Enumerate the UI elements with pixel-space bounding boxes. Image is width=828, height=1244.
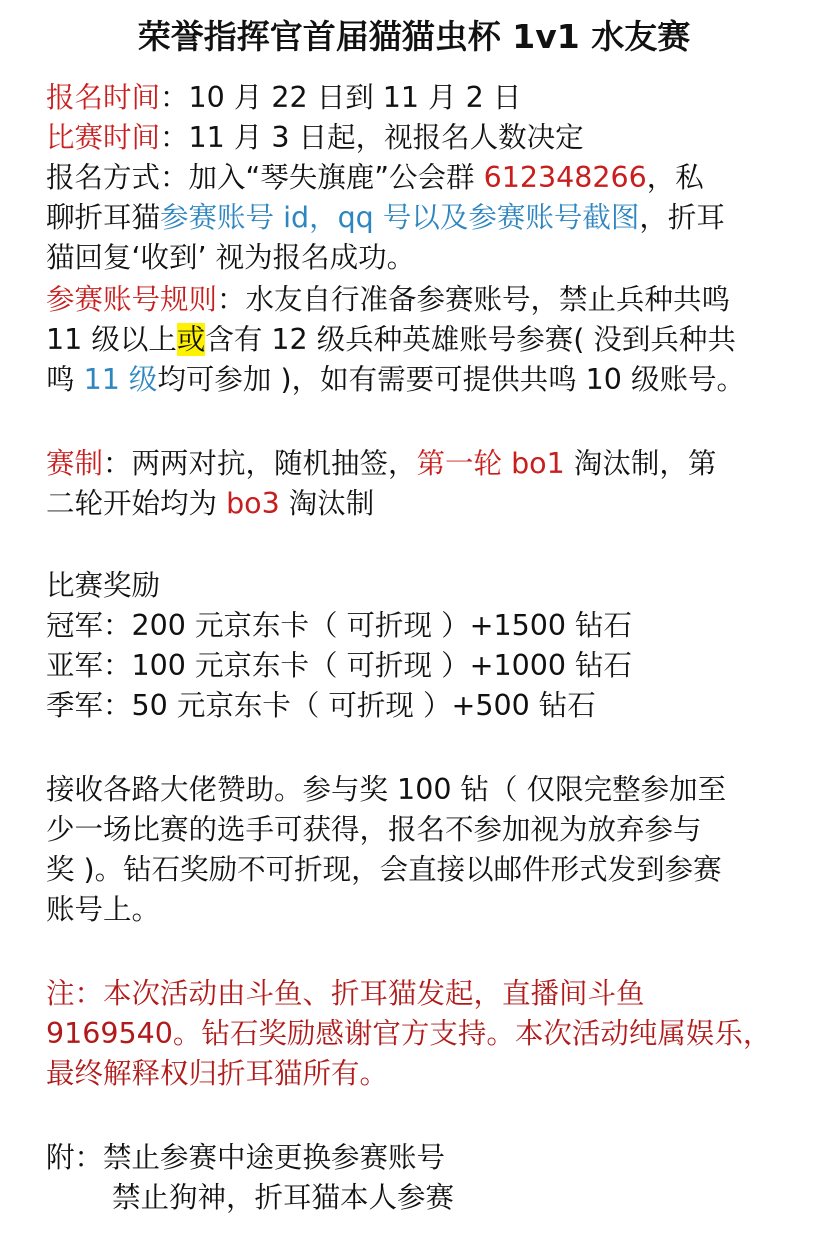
group-number: 612348266 <box>483 161 647 194</box>
sponsor-line-3: 奖 )。钻石奖励不可折现，会直接以邮件形式发到参赛 <box>46 853 722 886</box>
note-line-2: 9169540。钻石奖励感谢官方支持。本次活动纯属娱乐， <box>46 1017 772 1050</box>
highlighted-word: 或 <box>176 323 206 356</box>
format-text-c: 二轮开始均为 <box>46 487 227 520</box>
format-line-1 <box>46 444 716 484</box>
register-time-sep: ： <box>160 81 189 114</box>
sponsor-line-2: 少一场比赛的选手可获得，报名不参加视为放弃参与 <box>46 813 702 846</box>
register-method-text-c: 聊折耳猫 <box>46 201 161 234</box>
note-line-3: 最终解释权归折耳猫所有。 <box>46 1057 389 1090</box>
appendix-line-2: 禁止狗神，折耳猫本人参赛 <box>112 1181 455 1214</box>
required-info: 参赛账号 id，qq 号以及参赛账号截图 <box>160 201 640 234</box>
page-title: 荣誉指挥官首届猫猫虫杯 1v1 水友赛 <box>137 17 691 56</box>
register-time-line <box>46 78 521 118</box>
register-time-value: 10 月 22 日到 11 月 2 日 <box>188 81 522 114</box>
register-method-text-d: ，折耳 <box>639 201 725 234</box>
prize-runner-up: 亚军：100 元京东卡（ 可折现 ）+1000 钻石 <box>46 649 633 682</box>
account-rules-line-1 <box>46 280 730 320</box>
format-text-b: 淘汰制，第 <box>564 447 717 480</box>
match-time-value: 11 月 3 日起，视报名人数决定 <box>188 121 584 154</box>
prizes-heading: 比赛奖励 <box>46 569 161 602</box>
note-line-1: 注：本次活动由斗鱼、折耳猫发起，直播间斗鱼 <box>46 977 645 1010</box>
register-method-text-b: ，私 <box>646 161 704 194</box>
prize-champion: 冠军：200 元京东卡（ 可折现 ）+1500 钻石 <box>46 609 633 642</box>
round-one-format: 第一轮 bo1 <box>416 447 565 480</box>
register-method-line-1 <box>46 158 704 198</box>
prize-third-place: 季军：50 元京东卡（ 可折现 ）+500 钻石 <box>46 689 596 722</box>
account-rules-text-c: 含有 12 级兵种英雄账号参赛( 没到兵种共 <box>205 323 736 356</box>
match-time-label: 比赛时间 <box>46 121 161 154</box>
account-rules-label: 参赛账号规则 <box>46 283 218 316</box>
register-method-text-a: 报名方式：加入“琴失旗鹿”公会群 <box>46 161 484 194</box>
account-rules-text-b: 11 级以上 <box>46 323 177 356</box>
register-time-label: 报名时间 <box>46 81 161 114</box>
match-time-line <box>46 118 584 158</box>
format-text-a: ：两两对抗，随机抽签， <box>103 447 417 480</box>
format-text-d: 淘汰制 <box>279 487 375 520</box>
appendix-line-1: 附：禁止参赛中途更换参赛账号 <box>46 1141 446 1174</box>
account-rules-line-2 <box>46 320 736 360</box>
account-rules-text-d: 鸣 <box>46 363 84 396</box>
register-method-line-2 <box>46 198 725 238</box>
sponsor-line-1: 接收各路大佬赞助。参与奖 100 钻（ 仅限完整参加至 <box>46 773 727 806</box>
account-rules-line-3 <box>46 360 745 400</box>
later-rounds-format: bo3 <box>226 487 280 520</box>
match-time-sep: ： <box>160 121 189 154</box>
account-rules-text-e: 均可参加 )，如有需要可提供共鸣 10 级账号。 <box>157 363 745 396</box>
format-line-2 <box>46 484 374 524</box>
resonance-level: 11 级 <box>83 363 158 396</box>
register-method-line-3: 猫回复‘收到’ 视为报名成功。 <box>46 241 416 274</box>
sponsor-line-4: 账号上。 <box>46 893 161 926</box>
format-label: 赛制 <box>46 447 104 480</box>
account-rules-text-a: ：水友自行准备参赛账号，禁止兵种共鸣 <box>217 283 731 316</box>
